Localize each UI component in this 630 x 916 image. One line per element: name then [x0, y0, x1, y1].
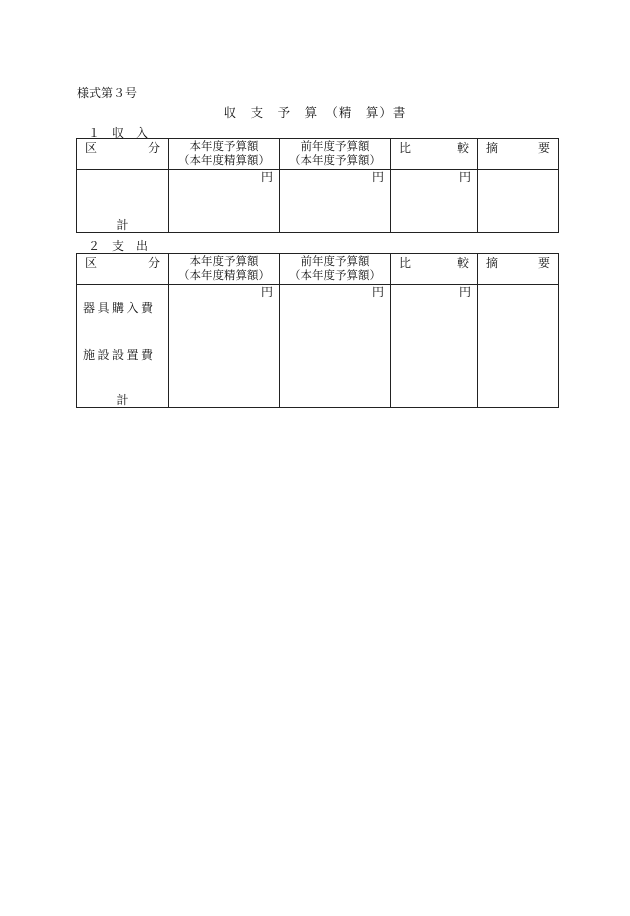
header-comparison: [391, 254, 478, 285]
header-current-line1: 本年度予算額: [189, 254, 259, 268]
income-body-row: [77, 170, 559, 233]
header-current-budget: [169, 139, 280, 170]
unit-yen: 円: [458, 170, 471, 184]
header-previous-line1: 前年度予算額: [300, 254, 370, 268]
expense-category-cell: [77, 285, 169, 408]
header-compare-right: 較: [456, 256, 469, 270]
unit-yen: 円: [371, 285, 384, 299]
header-comparison: [391, 139, 478, 170]
unit-yen: 円: [371, 170, 384, 184]
expense-item-facility: 施設設置費: [83, 348, 156, 362]
header-category: [77, 139, 169, 170]
expense-current-cell: [169, 285, 280, 408]
income-total-label: 計: [116, 218, 129, 232]
header-category-left: 区: [85, 141, 98, 155]
header-notes-right: 要: [537, 256, 550, 270]
form-number: 様式第３号: [77, 86, 138, 100]
expense-body-row: [77, 285, 559, 408]
income-section-heading: １ 収 入: [88, 126, 149, 140]
expense-previous-cell: [280, 285, 391, 408]
header-previous-line2: （本年度予算額）: [289, 268, 381, 282]
header-current-line2: （本年度精算額）: [178, 153, 270, 167]
header-category: [77, 254, 169, 285]
expense-item-equipment: 器具購入費: [83, 301, 156, 315]
header-category-right: 分: [147, 256, 160, 270]
income-notes-cell: [478, 170, 559, 233]
header-previous-budget: [280, 254, 391, 285]
income-compare-cell: [391, 170, 478, 233]
unit-yen: 円: [260, 285, 273, 299]
income-table: [76, 138, 559, 233]
expense-notes-cell: [478, 285, 559, 408]
income-category-cell: [77, 170, 169, 233]
expense-total-label: 計: [116, 393, 129, 407]
header-category-right: 分: [147, 141, 160, 155]
income-previous-cell: [280, 170, 391, 233]
unit-yen: 円: [458, 285, 471, 299]
header-notes-left: 摘: [486, 141, 499, 155]
income-current-cell: [169, 170, 280, 233]
header-compare-right: 較: [456, 141, 469, 155]
income-header-row: [77, 139, 559, 170]
header-previous-line1: 前年度予算額: [300, 139, 370, 153]
header-notes-right: 要: [537, 141, 550, 155]
expense-table: [76, 253, 559, 408]
header-current-line2: （本年度精算額）: [178, 268, 270, 282]
expense-compare-cell: [391, 285, 478, 408]
header-notes: [478, 139, 559, 170]
header-compare-left: 比: [399, 141, 412, 155]
unit-yen: 円: [260, 170, 273, 184]
document-title: 収 支 予 算 （精 算）書: [223, 105, 407, 120]
expense-header-row: [77, 254, 559, 285]
header-previous-line2: （本年度予算額）: [289, 153, 381, 167]
header-category-left: 区: [85, 256, 98, 270]
header-current-line1: 本年度予算額: [189, 139, 259, 153]
header-current-budget: [169, 254, 280, 285]
header-notes-left: 摘: [486, 256, 499, 270]
header-compare-left: 比: [399, 256, 412, 270]
header-notes: [478, 254, 559, 285]
expense-section-heading: ２ 支 出: [88, 239, 149, 253]
header-previous-budget: [280, 139, 391, 170]
